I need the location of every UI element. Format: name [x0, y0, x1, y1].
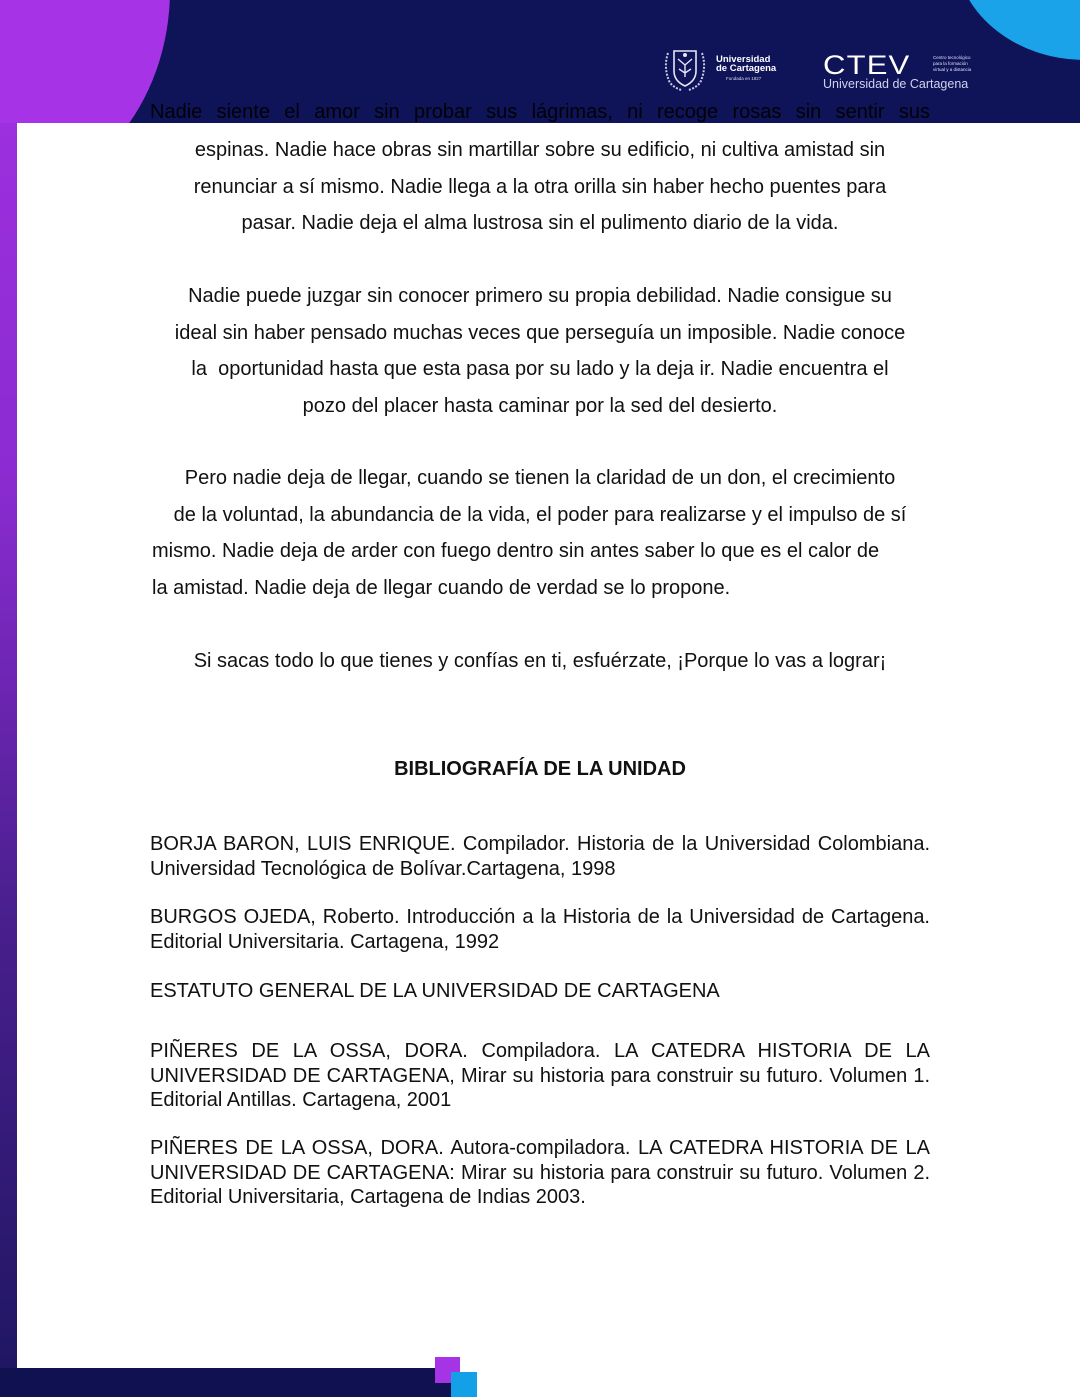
poem-line: de la voluntad, la abundancia de la vida, el poder para realizarse y el impulso de sí — [173, 503, 907, 526]
poem-first-line: Nadie siente el amor sin probar sus lágrimas, ni recoge rosas sin sentir sus — [150, 101, 930, 123]
poem-paragraph-2 — [140, 278, 940, 424]
bibliography-entry: PIÑERES DE LA OSSA, DORA. Autora-compiladora. LA CATEDRA HISTORIA DE LA UNIVERSIDAD DE CARTAGENA: Mirar su historia para construir su futuro. Volumen 2. Editorial Universitaria, Cartagena de Indias 2003. — [150, 1137, 930, 1208]
poem-paragraph-1 — [140, 132, 940, 242]
logo-text-line1: Universidad — [716, 53, 771, 65]
university-crest-icon — [660, 43, 710, 93]
logo-text-line2: de Cartagena — [716, 63, 777, 75]
ctev-tagline-line: Centro tecnológico — [933, 55, 971, 60]
poem-line: Si sacas todo lo que tienes y confías en ti, esfuérzate, ¡Porque lo vas a lograr¡ — [193, 650, 887, 672]
poem-line: pozo del placer hasta caminar por la sed del desierto. — [302, 394, 778, 417]
blue-circle-decoration — [955, 0, 1080, 60]
bibliography-entry: BURGOS OJEDA, Roberto. Introducción a la Historia de la Universidad de Cartagena. Editorial Universitaria. Cartagena, 1992 — [150, 906, 930, 953]
poem-line: ideal sin haber pensado muchas veces que perseguía un imposible. Nadie conoce — [174, 321, 906, 344]
poem-line: mismo. Nadie deja de arder con fuego dentro sin antes saber lo que es el calor de — [152, 540, 880, 562]
ctev-tagline-line: para la formación — [933, 60, 968, 66]
logo-founded-text: Fundada en 1827 — [726, 75, 762, 81]
poem-line: espinas. Nadie hace obras sin martillar sobre su edificio, ni cultiva amistad sin — [194, 139, 886, 161]
poem-line: Pero nadie deja de llegar, cuando se tienen la claridad de un don, el crecimiento — [184, 467, 896, 489]
footer-navy-bar — [0, 1368, 455, 1397]
ctev-tagline-line: virtual y a distancia — [933, 66, 972, 72]
poem-closing-paragraph — [140, 643, 940, 680]
ctev-logo — [823, 52, 993, 94]
bibliography-entry: PIÑERES DE LA OSSA, DORA. Compiladora. LA CATEDRA HISTORIA DE LA UNIVERSIDAD DE CARTAGENA, Mirar su historia para construir su futuro. Volumen 1. Editorial Antillas. Cartagena, 2001 — [150, 1040, 930, 1111]
ctev-subtitle: Universidad de Cartagena — [823, 77, 969, 91]
left-accent-strip — [0, 0, 17, 1397]
bibliography-title: BIBLIOGRAFÍA DE LA UNIDAD — [394, 758, 686, 780]
bibliography-entry: BORJA BARON, LUIS ENRIQUE. Compilador. Historia de la Universidad Colombiana. Universidad Tecnológica de Bolívar.Cartagena, 1998 — [150, 833, 930, 880]
poem-line: la oportunidad hasta que esta pasa por su lado y la deja ir. Nadie encuentra el — [191, 358, 889, 380]
poem-line: renunciar a sí mismo. Nadie llega a la otra orilla sin haber hecho puentes para — [193, 175, 887, 198]
footer-blue-square — [451, 1372, 477, 1397]
poem-line: pasar. Nadie deja el alma lustrosa sin el pulimento diario de la vida. — [241, 212, 839, 234]
purple-circle-decoration — [0, 0, 170, 123]
poem-paragraph-3 — [140, 460, 940, 606]
poem-line: la amistad. Nadie deja de llegar cuando de verdad se lo propone. — [152, 576, 731, 599]
ctev-wordmark: CTEV — [823, 50, 911, 80]
universidad-de-cartagena-logo — [660, 42, 780, 94]
poem-line: Nadie puede juzgar sin conocer primero su propia debilidad. Nadie consigue su — [188, 285, 892, 307]
ctev-tagline — [933, 55, 993, 73]
bibliography-entry: ESTATUTO GENERAL DE LA UNIVERSIDAD DE CARTAGENA — [150, 980, 720, 1002]
